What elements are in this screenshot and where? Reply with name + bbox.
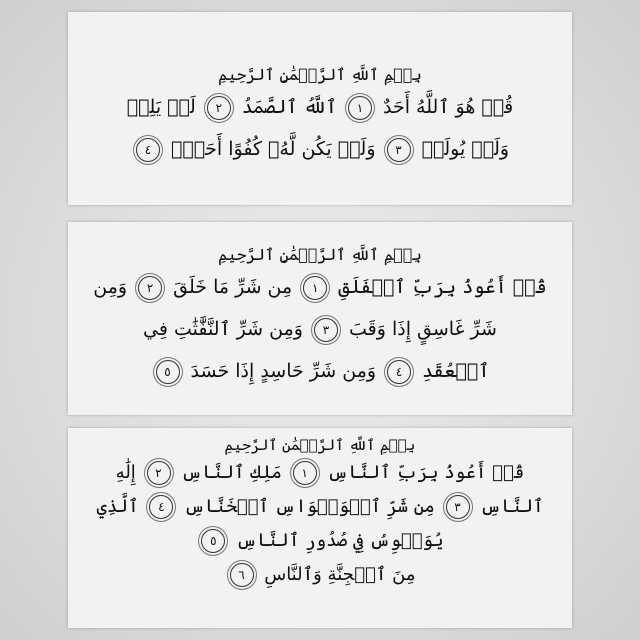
verse-line [82, 490, 558, 524]
verse-text: وَلَمۡ يُولَدۡ [415, 138, 510, 160]
ayah-number-marker: ١ [293, 461, 317, 485]
surah-ikhlas-panel [68, 12, 572, 205]
ayah-number-marker: ٦ [230, 563, 254, 587]
verse-text: مَلِكِ ٱلنَّاسِ [175, 462, 288, 483]
verse-text: ٱلَّذِي [96, 496, 145, 517]
verse-line [82, 308, 558, 350]
ayah-number-marker: ٢ [147, 461, 171, 485]
verse-text: مِن شَرِّ مَا خَلَقَ [167, 276, 299, 298]
ayah-number-marker: ٤ [149, 495, 173, 519]
verse-text: قُلۡ أَعُوذُ بِرَبِّ ٱلۡفَلَقِ [332, 276, 547, 298]
verse-text: وَمِن شَرِّ حَاسِدٍ إِذَا حَسَدَ [184, 360, 383, 382]
ayah-number-marker: ٥ [201, 529, 225, 553]
verses [82, 266, 558, 392]
verse-line [82, 128, 558, 170]
verse-text: وَلَمۡ يَكُن لَّهُۥ كُفُوًا أَحَدٌۢ [164, 138, 382, 160]
surah-falaq-panel [68, 222, 572, 415]
verse-text: ٱلۡعُقَدِ [416, 360, 490, 382]
verse-text: إِلَٰهِ [115, 462, 142, 483]
ayah-number-marker: ٣ [446, 495, 470, 519]
ayah-number-marker: ١ [303, 276, 327, 300]
verse-text: يُوَسۡوِسُ فِي صُدُورِ ٱلنَّاسِ [230, 530, 444, 551]
verse-line [82, 266, 558, 308]
verse-text: لَمۡ يَلِدۡ [126, 96, 202, 118]
verse-text: شَرِّ غَاسِقٍ إِذَا وَقَبَ [342, 318, 497, 340]
basmala: بِسۡمِ ٱللَّهِ ٱلرَّحۡمَٰنِ ٱلرَّحِيمِ [224, 436, 416, 454]
verse-text: مِنَ ٱلۡجِنَّةِ وَٱلنَّاسِ [258, 564, 416, 585]
ayah-number-marker: ١ [348, 96, 372, 120]
ayah-number-marker: ٣ [314, 318, 338, 342]
verse-line [82, 456, 558, 490]
verse-text: قُلۡ أَعُوذُ بِرَبِّ ٱلنَّاسِ [321, 462, 525, 483]
verse-line [82, 86, 558, 128]
basmala: بِسۡمِ ٱللَّهِ ٱلرَّحۡمَٰنِ ٱلرَّحِيمِ [218, 245, 422, 264]
ayah-number-marker: ٤ [387, 360, 411, 384]
verse-text: وَمِن [93, 276, 134, 298]
verses [82, 456, 558, 592]
ayah-number-marker: ٢ [207, 96, 231, 120]
verse-line [82, 558, 558, 592]
verse-text: مِن شَرِّ ٱلۡوَسۡوَاسِ ٱلۡخَنَّاسِ [178, 496, 441, 517]
verse-line [82, 350, 558, 392]
ayah-number-marker: ٢ [138, 276, 162, 300]
verses [82, 86, 558, 170]
basmala: بِسۡمِ ٱللَّهِ ٱلرَّحۡمَٰنِ ٱلرَّحِيمِ [218, 65, 422, 84]
verse-text: وَمِن شَرِّ ٱلنَّفَّٰثَٰتِ فِي [143, 318, 309, 340]
verse-text: ٱللَّهُ ٱلصَّمَدُ [235, 96, 343, 118]
verse-text: قُلۡ هُوَ ٱللَّهُ أَحَدٌ [376, 96, 514, 118]
verse-text: ٱلنَّاسِ [474, 496, 544, 517]
ayah-number-marker: ٤ [136, 138, 160, 162]
surah-nas-panel [68, 428, 572, 628]
ayah-number-marker: ٣ [387, 138, 411, 162]
ayah-number-marker: ٥ [156, 360, 180, 384]
verse-line [82, 524, 558, 558]
